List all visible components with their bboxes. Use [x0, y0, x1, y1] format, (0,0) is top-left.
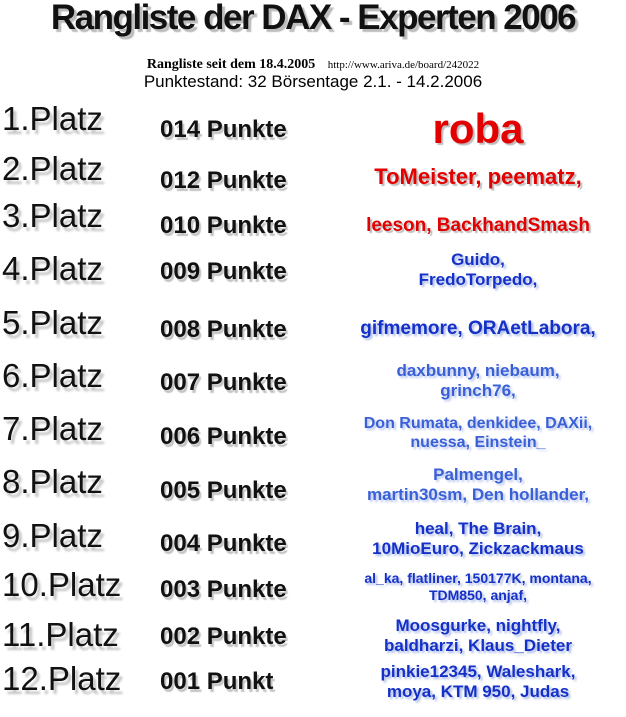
- ranking-row-7: [0, 410, 626, 464]
- ranking-row-8: [0, 463, 626, 517]
- name-line: pinkie12345, Waleshark,: [380, 662, 576, 681]
- name-line: Guido,: [451, 250, 505, 269]
- ranking-row-2: [0, 150, 626, 204]
- place-label: 3.Platz: [2, 197, 103, 234]
- names: [330, 662, 626, 703]
- name-line: leeson, BackhandSmash: [366, 215, 590, 236]
- names: [330, 318, 626, 341]
- ranking-row-4: [0, 250, 626, 304]
- names: [330, 465, 626, 506]
- name-line: roba: [432, 105, 524, 152]
- names: [330, 250, 626, 291]
- names: [330, 519, 626, 560]
- points-label: 005 Punkte: [160, 477, 287, 504]
- name-line: nuessa, Einstein_: [410, 434, 546, 452]
- name-line: FredoTorpedo,: [418, 270, 538, 290]
- place-label: 7.Platz: [2, 410, 103, 447]
- names: [330, 414, 626, 452]
- since-label: Rangliste seit dem 18.4.2005: [146, 57, 316, 72]
- ranking-row-5: [0, 304, 626, 358]
- place-label: 9.Platz: [2, 517, 103, 554]
- place-label: 4.Platz: [2, 250, 103, 287]
- page-title: Rangliste der DAX - Experten 2006: [50, 0, 576, 37]
- name-line: baldharzi, Klaus_Dieter: [383, 636, 572, 656]
- points-label: 001 Punkt: [160, 668, 274, 695]
- names: [330, 104, 626, 154]
- place-label: 6.Platz: [2, 357, 103, 394]
- points-label: 008 Punkte: [160, 316, 287, 343]
- subtitle-line: [0, 55, 626, 73]
- points-label: 003 Punkte: [160, 576, 287, 603]
- name-line: grinch76,: [440, 381, 516, 401]
- ranking-row-10: [0, 566, 626, 620]
- points-label: 002 Punkte: [160, 623, 287, 650]
- points-label: 004 Punkte: [160, 530, 287, 557]
- name-line: martin30sm, Den hollander,: [366, 485, 589, 505]
- ranking-row-1: [0, 98, 626, 152]
- place-label: 5.Platz: [2, 304, 103, 341]
- ranking-row-9: [0, 517, 626, 571]
- names: [330, 361, 626, 402]
- place-label: 1.Platz: [2, 100, 103, 137]
- name-line: gifmemore, ORAetLabora,: [360, 318, 596, 339]
- place-label: 10.Platz: [2, 566, 122, 603]
- ranking-row-6: [0, 357, 626, 411]
- names: [330, 164, 626, 190]
- place-label: 8.Platz: [2, 463, 103, 500]
- name-line: al_ka, flatliner, 150177K, montana,: [364, 570, 592, 586]
- name-line: TDM850, anjaf,: [428, 586, 528, 603]
- name-line: heal, The Brain,: [414, 519, 542, 538]
- points-label: 009 Punkte: [160, 258, 287, 285]
- points-label: 006 Punkte: [160, 423, 287, 450]
- name-line: Palmengel,: [433, 465, 523, 484]
- points-status: Punktestand: 32 Börsentage 2.1. - 14.2.2006: [143, 72, 483, 91]
- name-line: Don Rumata, denkidee, DAXii,: [363, 415, 593, 432]
- name-line: moya, KTM 950, Judas: [386, 682, 570, 702]
- place-label: 2.Platz: [2, 150, 103, 187]
- board-url: http://www.ariva.de/board/242022: [327, 59, 480, 71]
- ranking-row-3: [0, 197, 626, 251]
- name-line: Moosgurke, nightfly,: [395, 616, 561, 635]
- points-label: 014 Punkte: [160, 116, 287, 143]
- ranking-row-12: [0, 660, 626, 714]
- points-label: 007 Punkte: [160, 369, 287, 396]
- name-line: 10MioEuro, Zickzackmaus: [372, 539, 584, 559]
- points-label: 012 Punkte: [160, 167, 287, 194]
- place-label: 12.Platz: [2, 660, 122, 697]
- names: [330, 215, 626, 238]
- name-line: daxbunny, niebaum,: [396, 361, 560, 380]
- name-line: ToMeister, peematz,: [374, 164, 582, 189]
- names: [330, 570, 626, 604]
- points-label: 010 Punkte: [160, 212, 287, 239]
- names: [330, 616, 626, 657]
- place-label: 11.Platz: [2, 616, 119, 653]
